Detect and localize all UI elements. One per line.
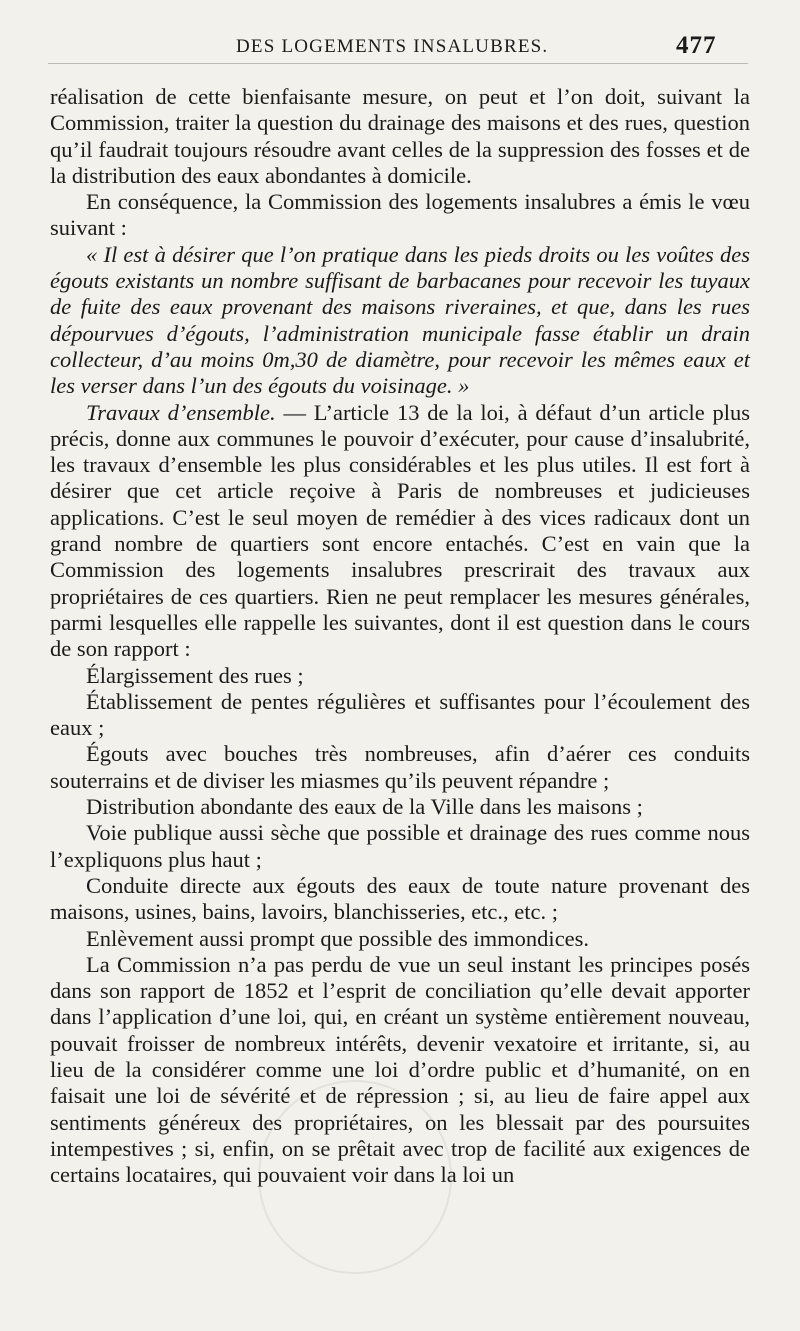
header-rule (48, 63, 748, 64)
list-item-pentes: Établissement de pentes régulières et suffisantes pour l’écoulement des eaux ; (50, 688, 750, 741)
paragraph-voeu: « Il est à désirer que l’on pratique dans les pieds droits ou les voûtes des égouts existants un nombre suffisant de barbacanes pour recevoir les tuyaux de fuite des eaux provenant des maisons riveraines, et que, dans les rues dépourvues d’égouts, l’administration municipale fasse établir un drain collecteur, d’au moins 0m,30 de diamètre, pour recevoir les mêmes eaux et les verser dans l’un des égouts du voisinage. » (50, 241, 750, 399)
running-head: DES LOGEMENTS INSALUBRES. (236, 36, 549, 57)
body-text (50, 84, 750, 1188)
paragraph-consequence: En conséquence, la Commission des logements insalubres a émis le vœu suivant : (50, 189, 750, 241)
section-title-travaux: Travaux d’ensemble. (86, 399, 276, 425)
page-header (0, 32, 800, 66)
list-item-egouts: Égouts avec bouches très nombreuses, afin d’aérer ces conduits souterrains et de diviser les miasmes qu’ils peuvent répandre ; (50, 741, 750, 793)
list-item-elargissement: Élargissement des rues ; (86, 662, 304, 688)
page-number: 477 (676, 32, 717, 59)
list-item-enlevement: Enlèvement aussi prompt que possible des immondices. (86, 925, 590, 951)
list-item-conduite: Conduite directe aux égouts des eaux de toute nature provenant des maisons, usines, bains, lavoirs, blanchisseries, etc., etc. ; (50, 872, 750, 925)
paragraph-intro: réalisation de cette bienfaisante mesure, on peut et l’on doit, suivant la Commission, traiter la question du drainage des maisons et des rues, question qu’il faudrait toujours résoudre avant celles de la suppression des fosses et de la distribution des eaux abondantes à domicile. (50, 84, 750, 188)
paragraph-travaux (50, 400, 750, 663)
list-item-voie-publique: Voie publique aussi sèche que possible et drainage des rues comme nous l’expliquons plus haut ; (50, 820, 750, 872)
paragraph-travaux-body: — L’article 13 de la loi, à défaut d’un article plus précis, donne aux communes le pouvoir d’exécuter, pour cause d’insalubrité, les travaux d’ensemble les plus considérables et les plus utiles. Il est fort à désirer que cet article reçoive à Paris de nombreuses et judicieuses applications. C’est le seul moyen de remédier à des vices radicaux dont un grand nombre de quartiers sont encore entachés. C’est en vain que la Commission des logements insalubres prescrirait des travaux aux propriétaires de ces quartiers. Rien ne peut remplacer les mesures générales, parmi lesquelles elle rappelle les suivantes, dont il est question dans le cours de son rapport : (50, 399, 750, 662)
list-item-distribution: Distribution abondante des eaux de la Ville dans les maisons ; (86, 794, 643, 820)
paragraph-commission: La Commission n’a pas perdu de vue un seul instant les principes posés dans son rapport de 1852 et l’esprit de conciliation qu’elle devait apporter dans l’application d’une loi, qui, en créant un système entièrement nouveau, pouvait froisser de nombreux intérêts, devenir vexatoire et irritante, si, au lieu de la considérer comme une loi d’ordre public et d’humanité, on en faisait une loi de sévérité et de répression ; si, au lieu de faire appel aux sentiments généreux des propriétaires, on les blessait par des poursuites intempestives ; si, enfin, on se prêtait avec trop de facilité aux exigences de certains locataires, qui pouvaient voir dans la loi un (50, 951, 750, 1188)
